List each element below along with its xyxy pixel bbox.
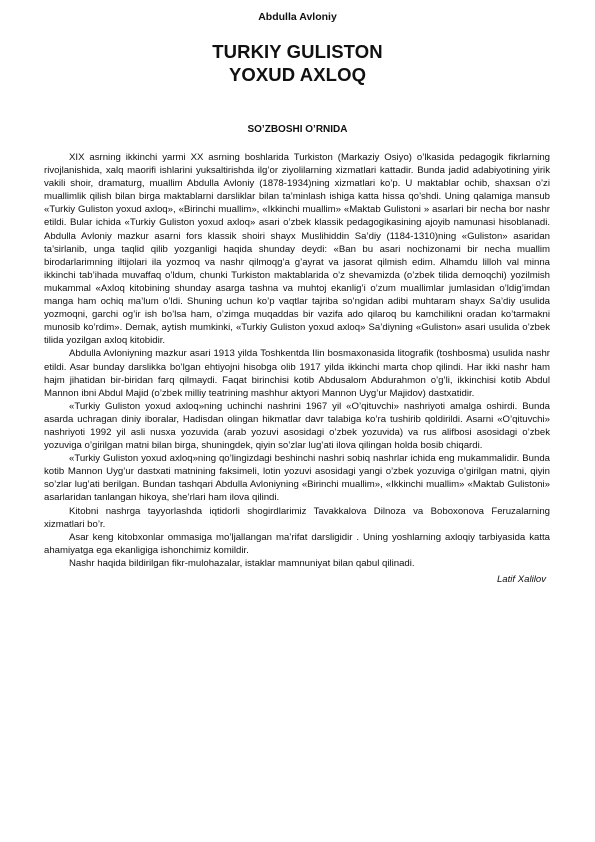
paragraph: Asar keng kitobxonlar ommasiga mo’ljallangan ma’rifat darsligidir . Uning yoshlarning axloqiy tarbiyasida katta ahamiyatga ega ekanligiga ishonchimiz komildir. [44,531,550,556]
paragraph: Abdulla Avloniyning mazkur asari 1913 yilda Toshkentda Ilin bosmaxonasida litografik (toshbosma) usulida nashr etildi. Asar bunday darslikka bo’lgan ehtiyojni hisobga olib 1917 yilda ikkinchi marta chop qilindi. Har ikki nashr ham hajm jihatidan bir-biridan farq qilmaydi. Faqat birinchisi kotib Abdusalom Abdurahmon o’g’li, ikkinchisi kotib Abdul Mannon ibni Abdul Majid (o’zbek milliy teatrining mashhur aktyori Mannon Uyg’ur Majidov) dastxatidir. [44,348,550,399]
paragraph: XIX asrning ikkinchi yarmi XX asrning boshlarida Turkiston (Markaziy Osiyo) o’lkasida pedagogik fikrlarning rivojlanishida, xalq maorifi ishlarini yuksaltirishda ilg’or ziyolilarning xizmatlari kattadir. Bunda jadid adabiyotining yirik vakili shoir, dramaturg, muallim Abdulla Avloniy (1878-1934)ning xizmatlari ko’p. U maktablar ochib, shaxsan o’zi muallimlik qilish bilan birga maktablarni darsliklar bilan ta’minlash ishiga katta hissa qo’shdi. Uning qalamiga mansub «Turkiy Guliston yoxud axloq», «Birinchi muallim», «Ikkinchi muallim» «Maktab Gulistoni » asarlari bir necha bor nashr etildi. Bular ichida «Turkiy Guliston yoxud axloq» asari o’zbek klassik pedagogikasining ajoyib namunasi hisoblanadi. Abdulla Avloniy mazkur asarni fors klassik shoiri shayx Muslihiddin Sa’diy (1184-1310)ning «Guliston» asaridan ta’sirlanib, unga taqlid qilib yozganligi haqida shunday deydi: «Ban bu asari nochizonami bir necha muallim birodarlarimning iltijolari ila yozmoq va nashr qilmoqg’a g’ayrat va jasorat qilmish edim. Alhamdu lilloh val minna ikkinchi tab’ihada muvaffaq o’ldum, chunki Turkiston maktablarida o’z shevamizda (o’zbek tilida demoqchi) yozilmish mukammal «Axloq kitobining shunday asarga tashna va muhtoj ekanlig’i o’zum muallimlar jumlasidan o’ldig’imdan manga ham ochiq ma’lum o’ldi. Shuning uchun ko’p vaqtlar tajriba so’ngidan adibi muhtaram shayx Sa’diy usulida yozmoqni, garchi og’ir ish bo’lsa ham, o’zimga muqaddas bir vazifa ado qilaroq bu kamchilikni oradan ko’tarmakni munosib ko’rdim». Demak, aytish mumkinki, «Turkiy Guliston yoxud axloq» Sa’diyning «Guliston» asari usulida o’zbek tilida yozilgan axloq kitobidir. [44,152,550,347]
book-title [0,40,595,86]
body-text [44,151,550,586]
title-line-2: YOXUD AXLOQ [228,64,367,85]
title-line-1: TURKIY GULISTON [212,41,383,62]
paragraph: Nashr haqida bildirilgan fikr-mulohazalar, istaklar mamnuniyat bilan qabul qilinadi. [69,557,415,569]
paragraph: «Turkiy Guliston yoxud axloq»ning uchinchi nashrini 1967 yil «O’qituvchi» nashriyoti amalga oshirdi. Bunda asarda uchragan diniy iboralar, Hadisdan olingan hikmatlar davr talabiga ko’ra tushirib qoldirildi. Asarni «O’qituvchi» nashriyoti 1992 yil asli nusxa yozuvida (arab yozuvi asosidagi o’zbek yozuvida) va rus alifbosi asosidagi o’zbek yozuviga o’girilgan matni bilan birga, shuningdek, qiyin so’zlar lug’ati ilova qilingan holda bosib chiqardi. [44,400,550,452]
section-heading: SO’ZBOSHI O’RNIDA [247,124,348,135]
signature: Latif Xalilov [496,574,546,585]
paragraph: Kitobni nashrga tayyorlashda iqtidorli shogirdlarimiz Tavakkalova Dilnoza va Boboxonova Feruzalarning xizmatlari bo’r. [44,505,550,530]
author-name: Abdulla Avloniy [258,11,337,23]
paragraph: «Turkiy Guliston yoxud axloq»ning qo’lingizdagi beshinchi nashri sobiq nashrlar ichida eng mukammalidir. Bunda kotib Mannon Uyg’ur dastxati matnining faksimeli, lotin yozuvi asosidagi yangi o’zbek yozuviga o’girilgan matni, qiyin so’zlar lug’ati berilgan. Bundan tashqari Abdulla Avloniyning «Birinchi muallim», «Ikkinchi muallim» «Maktab Gulistoni» asarlaridan tanlangan hikoya, she’rlari ham ilova qilindi. [44,453,550,504]
